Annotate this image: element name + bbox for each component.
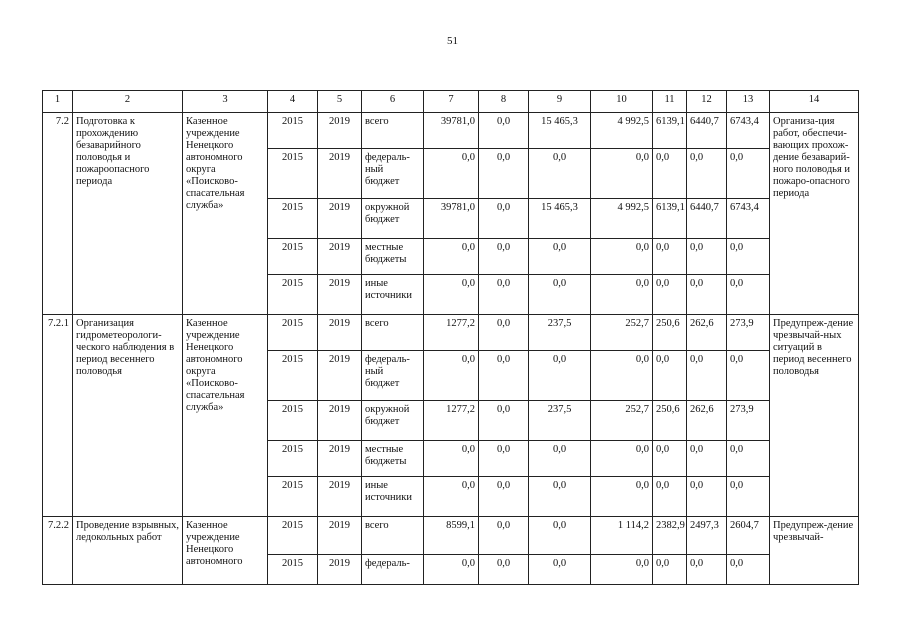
value-col-10: 0,0 (591, 239, 653, 275)
value-col-11: 0,0 (653, 275, 687, 315)
funding-source: федераль-ный бюджет (362, 149, 424, 199)
value-col-12: 262,6 (687, 315, 727, 351)
value-col-9: 0,0 (529, 441, 591, 477)
value-col-13: 0,0 (727, 477, 770, 517)
value-col-9: 237,5 (529, 401, 591, 441)
value-total: 0,0 (424, 441, 479, 477)
value-col-8: 0,0 (479, 315, 529, 351)
value-col-12: 2497,3 (687, 517, 727, 555)
value-col-11: 0,0 (653, 149, 687, 199)
year-to: 2019 (318, 351, 362, 401)
table-row (43, 517, 859, 555)
value-col-8: 0,0 (479, 113, 529, 149)
value-col-9: 237,5 (529, 315, 591, 351)
header-cell: 6 (362, 91, 424, 113)
value-col-9: 15 465,3 (529, 113, 591, 149)
value-col-13: 0,0 (727, 149, 770, 199)
header-cell: 3 (183, 91, 268, 113)
table-row (43, 315, 859, 351)
year-from: 2015 (268, 517, 318, 555)
value-col-13: 0,0 (727, 555, 770, 585)
value-col-12: 0,0 (687, 275, 727, 315)
value-col-9: 0,0 (529, 275, 591, 315)
value-col-11: 6139,1 (653, 199, 687, 239)
year-to: 2019 (318, 275, 362, 315)
value-col-12: 0,0 (687, 477, 727, 517)
funding-source: местные бюджеты (362, 239, 424, 275)
value-col-11: 250,6 (653, 401, 687, 441)
page-number: 51 (447, 35, 458, 47)
value-total: 1277,2 (424, 315, 479, 351)
section-executor: Казенное учреждение Ненецкого автономного округа «Поисково-спасательная служба» (183, 113, 268, 315)
value-col-10: 0,0 (591, 275, 653, 315)
header-row (43, 91, 859, 113)
year-from: 2015 (268, 113, 318, 149)
year-to: 2019 (318, 401, 362, 441)
year-to: 2019 (318, 113, 362, 149)
header-cell: 12 (687, 91, 727, 113)
year-from: 2015 (268, 149, 318, 199)
funding-source: окружной бюджет (362, 401, 424, 441)
header-cell: 2 (73, 91, 183, 113)
value-col-11: 0,0 (653, 477, 687, 517)
value-col-12: 0,0 (687, 351, 727, 401)
value-col-8: 0,0 (479, 441, 529, 477)
funding-source: иные источники (362, 275, 424, 315)
funding-source: федераль-ный бюджет (362, 351, 424, 401)
value-col-8: 0,0 (479, 199, 529, 239)
value-col-9: 0,0 (529, 239, 591, 275)
header-cell: 9 (529, 91, 591, 113)
funding-source: всего (362, 315, 424, 351)
value-col-10: 0,0 (591, 149, 653, 199)
header-cell: 11 (653, 91, 687, 113)
year-from: 2015 (268, 351, 318, 401)
value-col-11: 2382,9 (653, 517, 687, 555)
funding-source: местные бюджеты (362, 441, 424, 477)
funding-source: всего (362, 113, 424, 149)
value-col-13: 0,0 (727, 351, 770, 401)
year-from: 2015 (268, 555, 318, 585)
year-to: 2019 (318, 441, 362, 477)
value-col-11: 0,0 (653, 555, 687, 585)
value-col-8: 0,0 (479, 401, 529, 441)
value-col-9: 15 465,3 (529, 199, 591, 239)
value-col-9: 0,0 (529, 477, 591, 517)
value-col-13: 6743,4 (727, 199, 770, 239)
value-total: 8599,1 (424, 517, 479, 555)
year-from: 2015 (268, 441, 318, 477)
year-from: 2015 (268, 275, 318, 315)
value-col-9: 0,0 (529, 555, 591, 585)
value-col-11: 250,6 (653, 315, 687, 351)
value-col-10: 0,0 (591, 351, 653, 401)
value-total: 39781,0 (424, 113, 479, 149)
value-total: 0,0 (424, 351, 479, 401)
section-name: Подготовка к прохождению безаварийного половодья и пожароопасного периода (73, 113, 183, 315)
value-col-10: 252,7 (591, 315, 653, 351)
value-col-13: 0,0 (727, 275, 770, 315)
value-col-13: 273,9 (727, 401, 770, 441)
value-col-11: 0,0 (653, 239, 687, 275)
section-executor: Казенное учреждение Ненецкого автономного (183, 517, 268, 585)
year-to: 2019 (318, 477, 362, 517)
value-total: 0,0 (424, 239, 479, 275)
header-cell: 1 (43, 91, 73, 113)
section-result: Предупреж-дение чрезвычай- (770, 517, 859, 585)
year-to: 2019 (318, 239, 362, 275)
budget-table (42, 90, 859, 585)
value-total: 1277,2 (424, 401, 479, 441)
funding-source: иные источники (362, 477, 424, 517)
value-col-10: 4 992,5 (591, 199, 653, 239)
section-result: Организа-ция работ, обеспечи-вающих прохож-дение безаварий-ного половодья и пожаро-опасного периода (770, 113, 859, 315)
header-cell: 8 (479, 91, 529, 113)
header-cell: 5 (318, 91, 362, 113)
value-col-11: 0,0 (653, 441, 687, 477)
value-col-10: 0,0 (591, 441, 653, 477)
value-col-12: 6440,7 (687, 199, 727, 239)
section-number: 7.2.1 (43, 315, 73, 517)
value-col-8: 0,0 (479, 555, 529, 585)
section-number: 7.2.2 (43, 517, 73, 585)
value-col-13: 0,0 (727, 441, 770, 477)
value-col-12: 6440,7 (687, 113, 727, 149)
value-col-10: 4 992,5 (591, 113, 653, 149)
year-to: 2019 (318, 555, 362, 585)
year-to: 2019 (318, 149, 362, 199)
value-col-13: 0,0 (727, 239, 770, 275)
value-col-12: 0,0 (687, 149, 727, 199)
value-col-13: 6743,4 (727, 113, 770, 149)
section-name: Организация гидрометеорологи-ческого наблюдения в период весеннего половодья (73, 315, 183, 517)
value-col-10: 0,0 (591, 555, 653, 585)
value-total: 0,0 (424, 477, 479, 517)
value-col-8: 0,0 (479, 351, 529, 401)
value-col-10: 1 114,2 (591, 517, 653, 555)
value-col-10: 0,0 (591, 477, 653, 517)
value-col-11: 6139,1 (653, 113, 687, 149)
year-from: 2015 (268, 239, 318, 275)
header-cell: 4 (268, 91, 318, 113)
value-col-8: 0,0 (479, 275, 529, 315)
value-col-8: 0,0 (479, 149, 529, 199)
year-from: 2015 (268, 315, 318, 351)
value-col-12: 0,0 (687, 239, 727, 275)
value-col-9: 0,0 (529, 517, 591, 555)
section-name: Проведение взрывных, ледокольных работ (73, 517, 183, 585)
value-col-9: 0,0 (529, 149, 591, 199)
value-col-12: 262,6 (687, 401, 727, 441)
value-col-8: 0,0 (479, 477, 529, 517)
section-result: Предупреж-дение чрезвычай-ных ситуаций в период весеннего половодья (770, 315, 859, 517)
value-col-8: 0,0 (479, 517, 529, 555)
year-from: 2015 (268, 477, 318, 517)
value-col-9: 0,0 (529, 351, 591, 401)
header-cell: 13 (727, 91, 770, 113)
value-col-8: 0,0 (479, 239, 529, 275)
funding-source: всего (362, 517, 424, 555)
section-executor: Казенное учреждение Ненецкого автономного округа «Поисково-спасательная служба» (183, 315, 268, 517)
value-col-10: 252,7 (591, 401, 653, 441)
value-col-13: 273,9 (727, 315, 770, 351)
value-total: 0,0 (424, 149, 479, 199)
funding-source: федераль- (362, 555, 424, 585)
value-total: 0,0 (424, 555, 479, 585)
value-total: 0,0 (424, 275, 479, 315)
table-row (43, 113, 859, 149)
value-col-12: 0,0 (687, 555, 727, 585)
header-cell: 10 (591, 91, 653, 113)
header-cell: 14 (770, 91, 859, 113)
year-to: 2019 (318, 199, 362, 239)
header-cell: 7 (424, 91, 479, 113)
year-from: 2015 (268, 199, 318, 239)
section-number: 7.2 (43, 113, 73, 315)
year-to: 2019 (318, 315, 362, 351)
value-col-11: 0,0 (653, 351, 687, 401)
year-to: 2019 (318, 517, 362, 555)
funding-source: окружной бюджет (362, 199, 424, 239)
year-from: 2015 (268, 401, 318, 441)
value-col-12: 0,0 (687, 441, 727, 477)
value-col-13: 2604,7 (727, 517, 770, 555)
value-total: 39781,0 (424, 199, 479, 239)
